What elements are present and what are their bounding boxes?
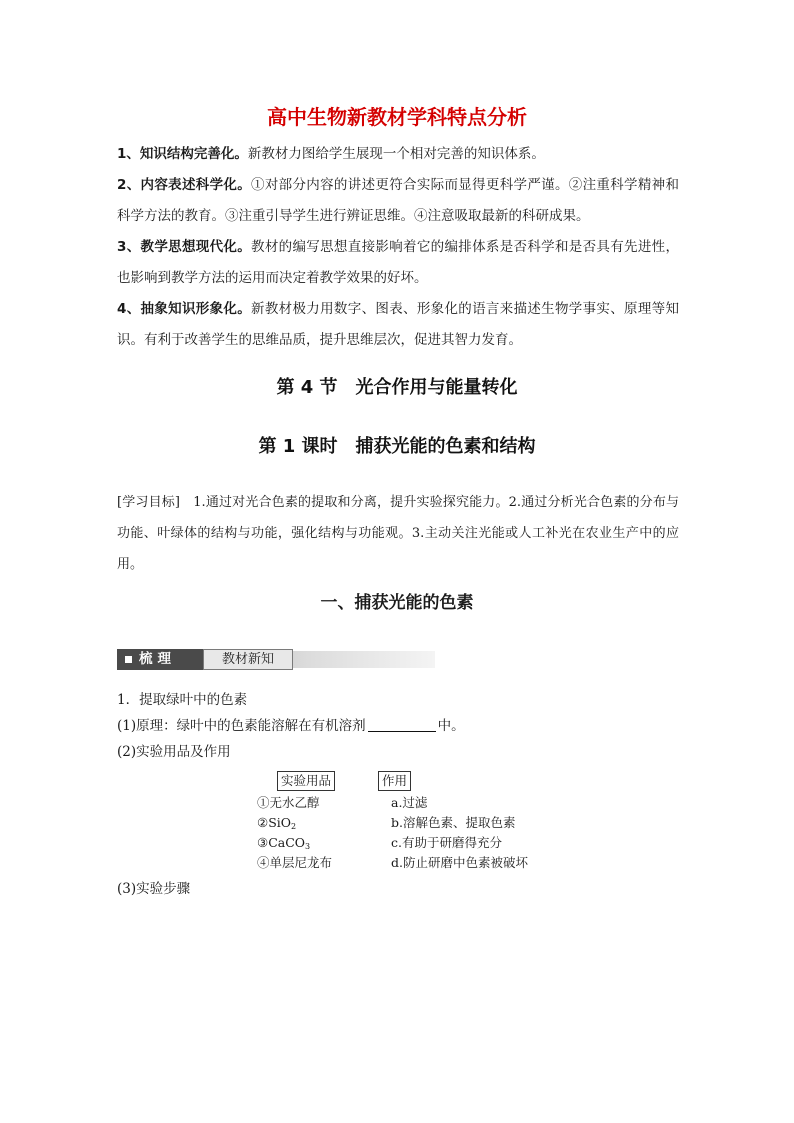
point-4 bbox=[117, 294, 679, 356]
banner-dark-label: 梳理 bbox=[139, 651, 176, 667]
main-title: 高中生物新教材学科特点分析 bbox=[267, 105, 527, 129]
item-1-3: (3)实验步骤 bbox=[117, 881, 191, 897]
point-1-text: 新教材力图给学生展现一个相对完善的知识体系。 bbox=[247, 146, 545, 162]
subsection-title: 一、捕获光能的色素 bbox=[320, 593, 474, 613]
item-1-2: (2)实验用品及作用 bbox=[117, 744, 231, 760]
table-header-use: 作用 bbox=[378, 771, 411, 791]
item-1-1-before: (1)原理：绿叶中的色素能溶解在有机溶剂 bbox=[117, 718, 366, 734]
use-d: d.防止研磨中色素被破坏 bbox=[391, 855, 528, 870]
point-2-lead: 2、内容表述科学化。 bbox=[117, 177, 252, 193]
materials-table bbox=[257, 771, 547, 871]
material-2-text: ②SiO bbox=[257, 815, 292, 830]
material-3-sub: 3 bbox=[305, 842, 311, 851]
item-1-1 bbox=[117, 715, 465, 737]
use-a: a.过滤 bbox=[391, 795, 428, 810]
point-4-text: 新教材极力用数字、图表、形象化的语言来描述生物学事实、原理等知识。有利于改善学生的思维品质，提升思维层次，促进其智力发育。 bbox=[117, 301, 679, 348]
use-b: b.溶解色素、提取色素 bbox=[391, 815, 516, 830]
material-2-sub: 2 bbox=[291, 822, 297, 831]
point-2 bbox=[117, 170, 679, 232]
item-1: 1．提取绿叶中的色素 bbox=[117, 692, 248, 708]
item-1-1-after: 中。 bbox=[437, 718, 465, 734]
banner-light-label: 教材新知 bbox=[203, 649, 293, 670]
material-1: ①无水乙醇 bbox=[257, 795, 320, 810]
learning-goals: [学习目标] 1.通过对光合色素的提取和分离，提升实验探究能力。2.通过分析光合色素的分布与功能、叶绿体的结构与功能，强化结构与功能观。3.主动关注光能或人工补光在农业生产中的应用。 bbox=[117, 495, 679, 572]
material-3-text: ③CaCO bbox=[257, 835, 306, 850]
point-3-text: 教材的编写思想直接影响着它的编排体系是否科学和是否具有先进性，也影响到教学方法的运用而决定着教学效果的好坏。 bbox=[117, 239, 679, 286]
point-1-lead: 1、知识结构完善化。 bbox=[117, 146, 248, 162]
point-1 bbox=[117, 139, 679, 170]
material-4: ④单层尼龙布 bbox=[257, 855, 333, 870]
banner-dark-tab bbox=[117, 649, 203, 670]
table-header-material: 实验用品 bbox=[277, 771, 335, 791]
section-banner bbox=[117, 649, 435, 670]
square-icon bbox=[125, 656, 132, 663]
lesson-title: 第 1 课时 捕获光能的色素和结构 bbox=[258, 436, 536, 457]
point-2-text: ①对部分内容的讲述更符合实际而显得更科学严谨。②注重科学精神和科学方法的教育。③注重引导学生进行辨证思维。④注意吸取最新的科研成果。 bbox=[117, 177, 679, 224]
point-3-lead: 3、教学思想现代化。 bbox=[117, 239, 252, 255]
section-title: 第 4 节 光合作用与能量转化 bbox=[276, 377, 518, 398]
point-4-lead: 4、抽象知识形象化。 bbox=[117, 301, 252, 317]
use-c: c.有助于研磨得充分 bbox=[391, 835, 502, 850]
point-3 bbox=[117, 232, 679, 294]
fill-blank bbox=[368, 717, 436, 732]
